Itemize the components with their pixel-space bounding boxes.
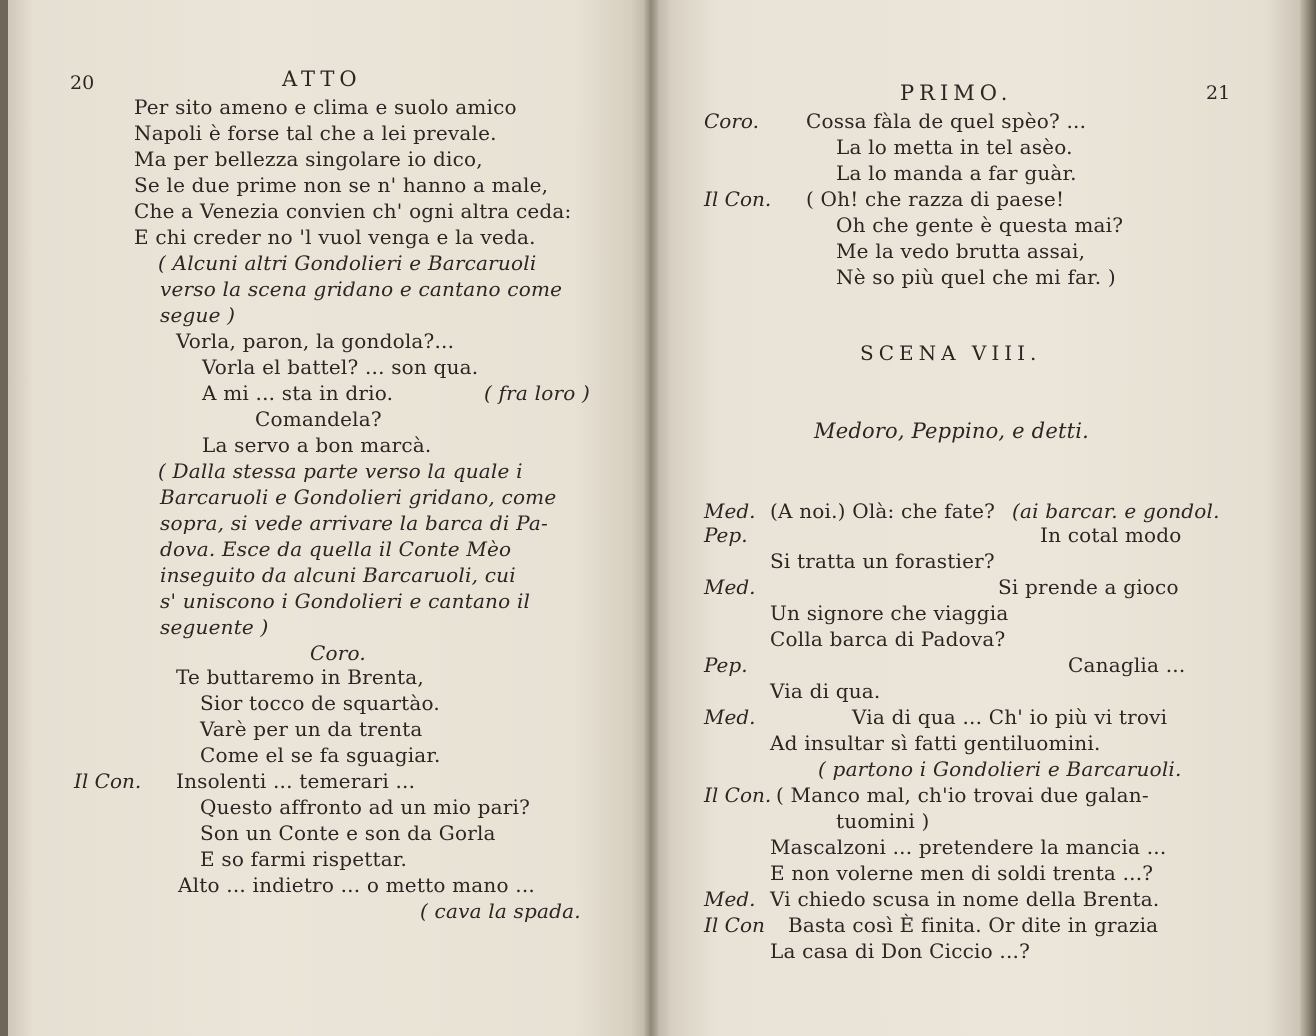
verse-line: Via di qua ... Ch' io più vi trovi <box>852 705 1168 729</box>
verse-line: dova. Esce da quella il Conte Mèo <box>160 537 512 561</box>
verse-line: Se le due prime non se n' hanno a male, <box>134 173 549 197</box>
verse-line: Te buttaremo in Brenta, <box>176 665 424 689</box>
verse-line: Che a Venezia convien ch' ogni altra ceda: <box>134 199 572 223</box>
verse-line: La lo metta in tel asèo. <box>836 135 1073 159</box>
verse-line: segue ) <box>160 303 236 327</box>
verse-line: Via di qua. <box>770 679 881 703</box>
verse-line: (A noi.) Olà: che fate? <box>770 499 996 523</box>
verse-line: verso la scena gridano e cantano come <box>160 277 563 301</box>
verse-line: Un signore che viaggia <box>770 601 1009 625</box>
speaker-label: Med. <box>704 887 756 911</box>
verse-line: ( Manco mal, ch'io trovai due galan- <box>776 783 1149 807</box>
verse-line: ( partono i Gondolieri e Barcaruoli. <box>818 757 1182 781</box>
scene-title: SCENA VIII. <box>860 341 1042 365</box>
left-page-number: 20 <box>70 72 95 94</box>
verse-line: La servo a bon marcà. <box>202 433 432 457</box>
verse-line: In cotal modo <box>1040 523 1182 547</box>
verse-line: ( cava la spada. <box>420 899 581 923</box>
verse-line: s' uniscono i Gondolieri e cantano il <box>160 589 531 613</box>
page-edge <box>1300 0 1316 1036</box>
left-running-head: ATTO <box>282 67 362 91</box>
speaker-label: Il Con. <box>74 769 142 793</box>
verse-line: Per sito ameno e clima e suolo amico <box>134 95 517 119</box>
verse-line: Coro. <box>310 641 366 665</box>
verse-line: Son un Conte e son da Gorla <box>200 821 496 845</box>
verse-line: E so farmi rispettar. <box>200 847 408 871</box>
speaker-label: Med. <box>704 499 756 523</box>
verse-line: Me la vedo brutta assai, <box>836 239 1086 263</box>
right-page-number: 21 <box>1206 82 1231 104</box>
verse-line: Oh che gente è questa mai? <box>836 213 1124 237</box>
verse-line: tuomini ) <box>836 809 930 833</box>
verse-line: sopra, si vede arrivare la barca di Pa- <box>160 511 548 535</box>
verse-line: E non volerne men di soldi trenta ...? <box>770 861 1154 885</box>
verse-line: Si tratta un forastier? <box>770 549 995 573</box>
verse-line: Nè so più quel che mi far. ) <box>836 265 1116 289</box>
stage-note-fra-loro: ( fra loro ) <box>484 381 591 405</box>
verse-line: E chi creder no 'l vuol venga e la veda. <box>134 225 536 249</box>
scene-cast: Medoro, Peppino, e detti. <box>814 419 1090 443</box>
verse-line: Barcaruoli e Gondolieri gridano, come <box>160 485 557 509</box>
verse-line: Basta così È finita. Or dite in grazia <box>788 913 1159 937</box>
verse-line: ( Alcuni altri Gondolieri e Barcaruoli <box>158 251 537 275</box>
verse-line: (ai barcar. e gondol. <box>1012 499 1220 523</box>
verse-line: Come el se fa sguagiar. <box>200 743 441 767</box>
speaker-label: Med. <box>704 575 756 599</box>
verse-line: La casa di Don Ciccio ...? <box>770 939 1030 963</box>
verse-line: inseguito da alcuni Barcaruoli, cui <box>160 563 516 587</box>
speaker-label: Pep. <box>704 653 748 677</box>
verse-line: ( Oh! che razza di paese! <box>806 187 1065 211</box>
verse-line: Colla barca di Padova? <box>770 627 1006 651</box>
verse-line: Vorla el battel? ... son qua. <box>202 355 479 379</box>
verse-line: Vorla, paron, la gondola?... <box>176 329 455 353</box>
book-gutter <box>644 0 658 1036</box>
verse-line: Alto ... indietro ... o metto mano ... <box>178 873 535 897</box>
right-running-head: PRIMO. <box>900 81 1013 105</box>
verse-line: Cossa fàla de quel spèo? ... <box>806 109 1087 133</box>
verse-line: Ma per bellezza singolare io dico, <box>134 147 483 171</box>
verse-line: Comandela? <box>255 407 382 431</box>
verse-line: Varè per un da trenta <box>200 717 423 741</box>
speaker-label: Il Con. <box>704 187 772 211</box>
verse-line: A mi ... sta in drio. <box>202 381 394 405</box>
speaker-label: Pep. <box>704 523 748 547</box>
verse-line: ( Dalla stessa parte verso la quale i <box>158 459 523 483</box>
speaker-label: Coro. <box>704 109 759 133</box>
verse-line: La lo manda a far guàr. <box>836 161 1077 185</box>
speaker-label: Med. <box>704 705 756 729</box>
verse-line: Questo affronto ad un mio pari? <box>200 795 531 819</box>
verse-line: Mascalzoni ... pretendere la mancia ... <box>770 835 1167 859</box>
verse-line: Canaglia ... <box>1068 653 1186 677</box>
verse-line: Si prende a gioco <box>998 575 1179 599</box>
verse-line: Sior tocco de squartào. <box>200 691 440 715</box>
verse-line: Napoli è forse tal che a lei prevale. <box>134 121 497 145</box>
speaker-label: Il Con <box>704 913 765 937</box>
verse-line: Insolenti ... temerari ... <box>176 769 416 793</box>
speaker-label: Il Con. <box>704 783 772 807</box>
verse-line: Vi chiedo scusa in nome della Brenta. <box>770 887 1160 911</box>
verse-line: seguente ) <box>160 615 269 639</box>
verse-line: Ad insultar sì fatti gentiluomini. <box>770 731 1101 755</box>
